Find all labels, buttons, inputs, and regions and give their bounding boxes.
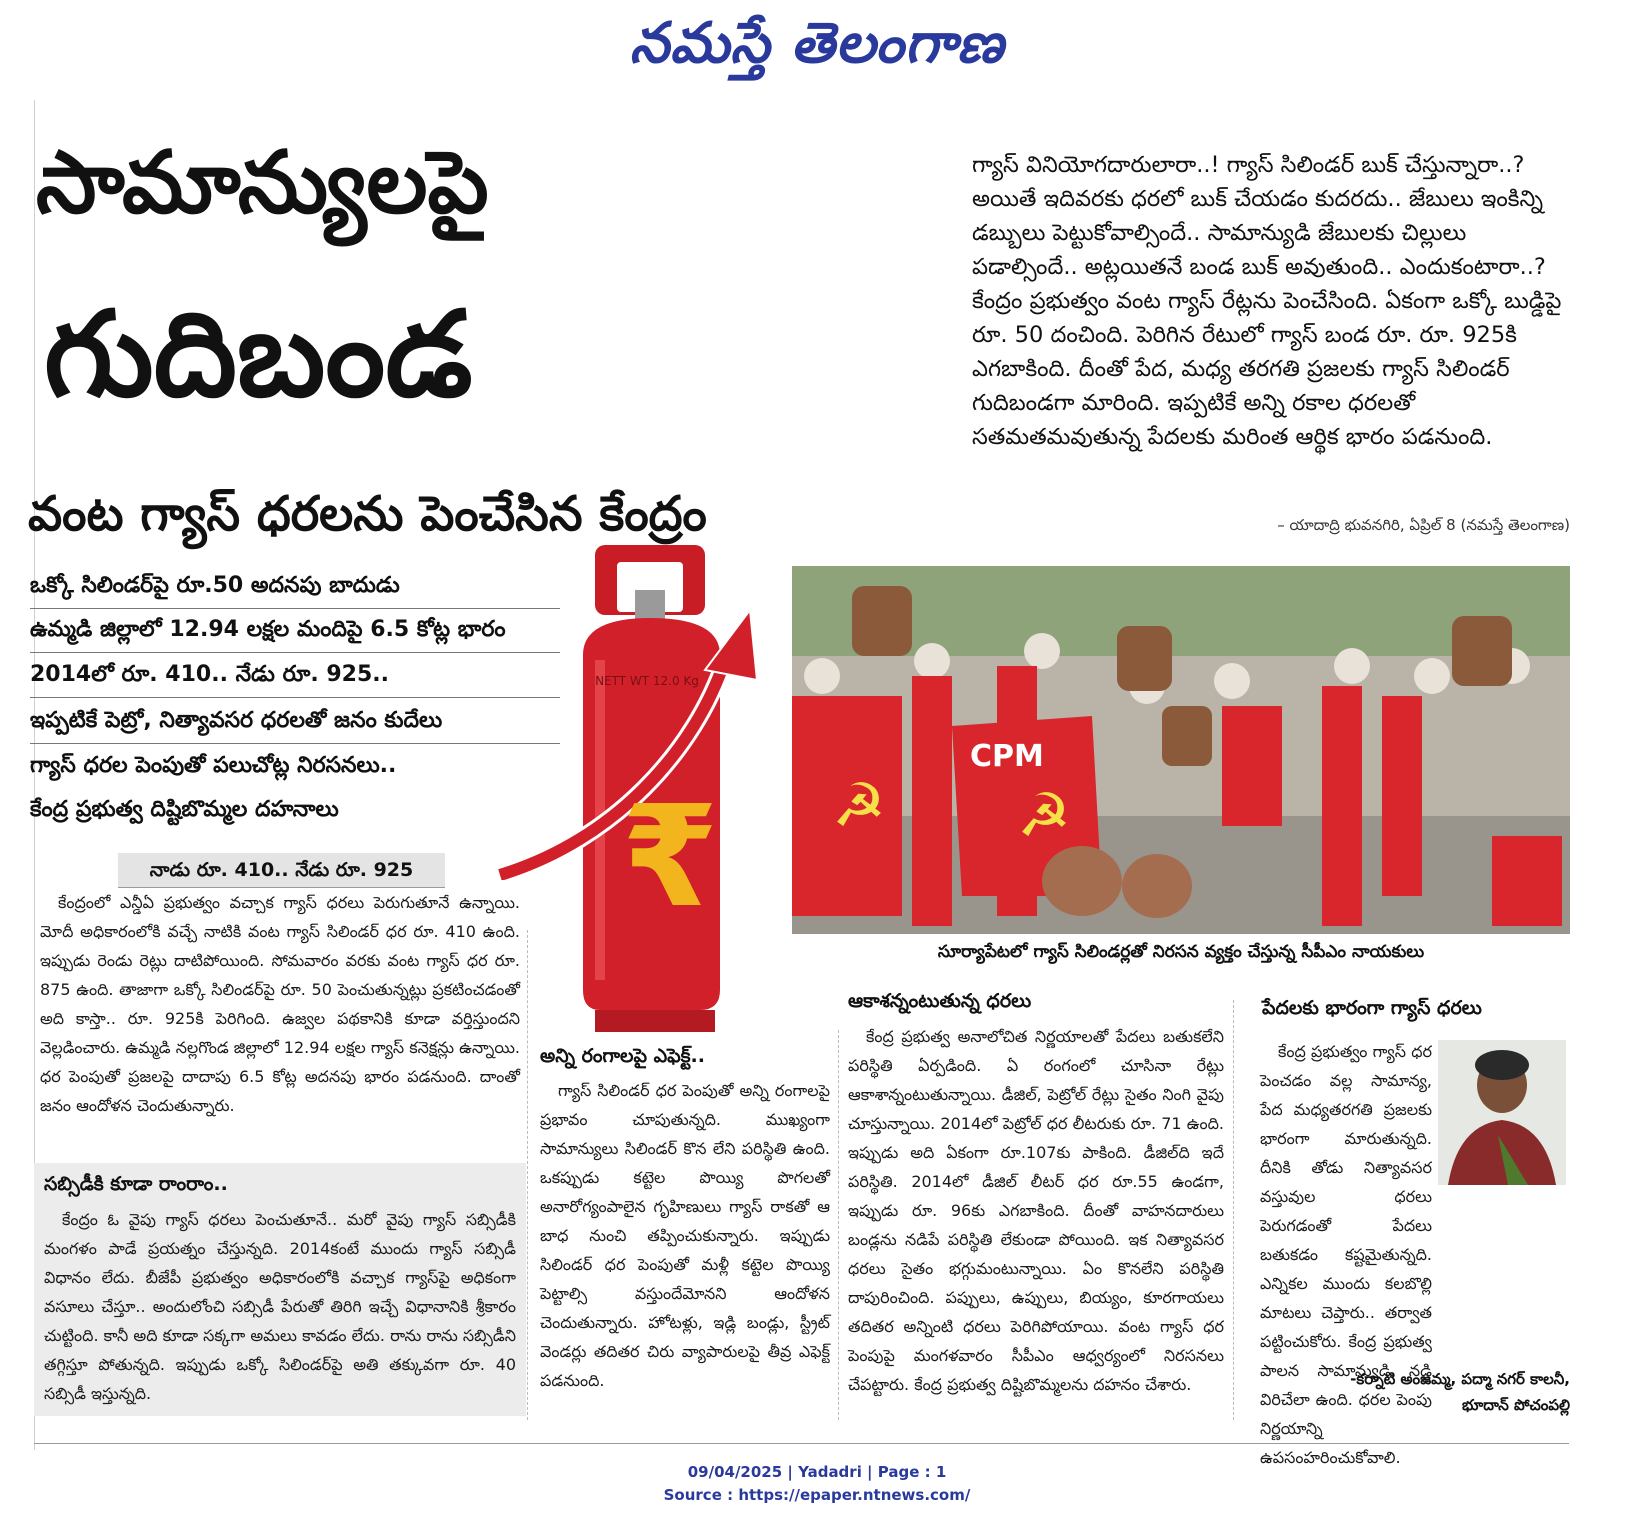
- subsidy-article: [44, 1205, 516, 1408]
- intro-paragraph: [972, 148, 1572, 454]
- prices-text: కేంద్ర ప్రభుత్వ అనాలోచిత నిర్ణయాలతో పేదలు బతుకలేని పరిస్థితి ఏర్పడింది. ఏ రంగంలో చూసినా రేట్లు ఆకాశాన్నంటుతున్నాయి. డీజిల్‌, పెట్రోల్‌ రేట్లు సైతం నింగి వైపు చూస్తున్నాయి. 2014లో పెట్రోల్‌ ధర లీటరుకు రూ. 71 ఉంది. ఇప్పుడు అది ఏకంగా రూ.107కు పాకింది. డీజిల్‌ది ఇదే పరిస్థితి. 2014లో డీజిల్‌ లీటర్‌ ధర రూ.55 ఉండగా, ఇప్పుడు రూ. 96కు ఎగబాకింది. దీంతో వాహనదారులు బండ్లను నడిపే పరిస్థితి లేకుండా పోయింది. ఇక నిత్యావసర ధరలు సైతం భగ్గుమంటున్నాయి. ఏం కొనలేని పరిస్థితి దాపురించింది. పప్పులు, ఉప్పులు, బియ్యం, కూరగాయలు తదితర అన్నింటి ధరలు పెరిగిపోయాయి. వంట గ్యాస్‌ ధర పెంపుపై మంగళవారం సీపీఎం ఆధ్వర్యంలో నిరసనలు చేపట్టారు. కేంద్ర ప్రభుత్వ దిష్టిబొమ్మలను దహనం చేశారు.: [848, 1027, 1224, 1394]
- burden-text: కేంద్ర ప్రభుత్వం గ్యాస్‌ ధర పెంచడం వల్ల సామాన్య, పేద మధ్యతరగతి ప్రజలకు భారంగా మారుతున్నది. దీనికి తోడు నిత్యావసర వస్తువుల ధరలు పెరుగడంతో పేదలు బతుకడం కష్టమైతున్నది. ఎన్నికల ముందు కలబొల్లి మాటలు చెప్తారు.. తర్వాత పట్టించుకోరు. కేంద్ర ప్రభుత్వ పాలన సామాన్యుడి నడ్డి విరిచేలా ఉంది. ధరల పెంపు నిర్ణయాన్ని ఉపసంహరించుకోవాలి.: [1260, 1042, 1432, 1467]
- photo-caption: సూర్యాపేటలో గ్యాస్‌ సిలిండర్లతో నిరసన వ్యక్తం చేస్తున్న సీపీఎం నాయకులు: [937, 942, 1425, 962]
- effect-heading: అన్ని రంగాలపై ఎఫెక్ట్‌..: [540, 1045, 705, 1067]
- rupee-icon: [615, 785, 725, 925]
- column-divider: [838, 1030, 840, 1420]
- footer-date-page: 09/04/2025 | Yadadri | Page : 1: [687, 1463, 947, 1481]
- subhead-4: ఇప్పటికే పెట్రో, నిత్యావసర ధరలతో జనం కుదేలు: [30, 708, 560, 744]
- main-article-text: కేంద్రంలో ఎన్డీఏ ప్రభుత్వం వచ్చాక గ్యాస్‌ ధరలు పెరుగుతూనే ఉన్నాయి. మోదీ అధికారంలోకి వచ్చే నాటికి వంట గ్యాస్‌ సిలిండర్‌ ధర రూ. 410 ఉంది. ఇప్పుడు రెండు రెట్లు దాటిపోయింది. సోమవారం వరకు వంట గ్యాస్‌ ధర రూ. 875 ఉంది. తాజాగా ఒక్కో సిలిండర్‌పై రూ. 50 పెంచుతున్నట్లు ప్రకటించడంతో అది కాస్తా.. రూ. 925కి పెరిగింది. ఉజ్వల పథకానికి కూడా వర్తిస్తుందని వెల్లడించారు. ఉమ్మడి నల్లగొండ జిల్లాలో 12.94 లక్షల గ్యాస్‌ కనెక్షన్లు ఉన్నాయి. ధర పెంపుతో ప్రజలపై దాదాపు 6.5 కోట్ల అదనపు భారం పడనుంది. దాంతో జనం ఆందోళన చెందుతున్నారు.: [40, 893, 520, 1115]
- headline-subtitle: వంట గ్యాస్‌ ధరలను పెంచేసిన కేంద్రం: [28, 486, 707, 542]
- main-article: [40, 888, 520, 1120]
- svg-text:☭: ☭: [1017, 781, 1071, 851]
- effect-text: గ్యాస్‌ సిలిండర్‌ ధర పెంపుతో అన్ని రంగాలపై ప్రభావం చూపుతున్నది. ముఖ్యంగా సామాన్యులు సిలిండర్‌ కొన లేని పరిస్థితి ఉంది. ఒకప్పుడు కట్టెల పొయ్యి పొగలతో అనారోగ్యంపాలైన గృహిణులు గ్యాస్‌ రాకతో ఆ బాధ నుంచి తప్పించుకున్నారు. ఇప్పుడు సిలిండర్‌ ధర పెంపుతో మళ్లీ కట్టెల పొయ్యి పెట్టాల్సి వస్తుందేమోనని ఆందోళన చెందుతున్నారు. హోటళ్లు, ఇడ్లి బండ్లు, స్ట్రీట్‌ వెండర్లు తదితర చిరు వ్యాపారులపై తీవ్ర ఎఫెక్ట్‌ పడనుంది.: [540, 1081, 830, 1390]
- cpm-flag-text: CPM: [970, 739, 1044, 774]
- subhead-6: కేంద్ర ప్రభుత్వ దిష్టిబొమ్మల దహనాలు: [30, 797, 339, 822]
- subhead-1: ఒక్కో సిలిండర్‌పై రూ.50 అదనపు బాదుడు: [30, 573, 560, 609]
- headline-line2: గుదిబండ: [44, 285, 473, 423]
- tagline-text: నాడు రూ. 410.. నేడు రూ. 925: [149, 859, 414, 881]
- masthead-logo: నమస్తే తెలంగాణ: [629, 10, 1005, 76]
- cylinder-label: NETT WT 12.0 Kg: [595, 674, 699, 688]
- effect-article: [540, 1076, 830, 1395]
- svg-text:☭: ☭: [832, 771, 886, 841]
- column-divider: [527, 930, 529, 1420]
- person-portrait: [1438, 1040, 1566, 1185]
- footer-source: Source : https://epaper.ntnews.com/: [663, 1486, 971, 1504]
- subsidy-heading: సబ్సిడీకి కూడా రాంరాం..: [44, 1173, 228, 1195]
- burden-credit-2: భూదాన్‌ పోచంపల్లి: [1461, 1396, 1570, 1414]
- protest-photo: [792, 566, 1570, 934]
- burden-heading: పేదలకు భారంగా గ్యాస్‌ ధరలు: [1262, 997, 1482, 1019]
- subhead-3: 2014లో రూ. 410.. నేడు రూ. 925..: [30, 662, 560, 698]
- svg-text:₹: ₹: [621, 785, 719, 925]
- bottom-divider: [34, 1443, 1569, 1444]
- cylinder-base: [595, 1010, 715, 1032]
- dateline: – యాదాద్రి భువనగిరి, ఏప్రిల్‌ 8 (నమస్తే తెలంగాణ): [1277, 516, 1570, 534]
- prices-article: [848, 1022, 1224, 1399]
- headline-line1: సామాన్యులపై: [36, 133, 489, 233]
- subhead-2: ఉమ్మడి జిల్లాలో 12.94 లక్షల మందిపై 6.5 కోట్ల భారం: [30, 617, 560, 653]
- subsidy-text: కేంద్రం ఓ వైపు గ్యాస్‌ ధరలు పెంచుతూనే.. మరో వైపు గ్యాస్‌ సబ్సిడీకి మంగళం పాడే ప్రయత్నం చేస్తున్నది. 2014కంటే ముందు గ్యాస్‌ సబ్సిడీ విధానం లేదు. బీజేపీ ప్రభుత్వం అధికారంలోకి వచ్చాక గ్యాస్‌పై అధికంగా వసూలు చేస్తూ.. అందులోంచి సబ్సిడీ పేరుతో తిరిగి ఇచ్చే విధానానికి శ్రీకారం చుట్టింది. కానీ అది కూడా సక్కగా అమలు కావడం లేదు. రాను రాను సబ్సిడీని తగ్గిస్తూ పోతున్నది. ఇప్పుడు ఒక్కో సిలిండర్‌పై అతి తక్కువగా రూ. 40 సబ్సిడీ ఇస్తున్నది.: [44, 1210, 516, 1403]
- prices-heading: ఆకాశన్నంటుతున్న ధరలు: [848, 990, 1032, 1012]
- column-divider: [1233, 1000, 1235, 1420]
- burden-credit-1: -కర్నాటి అంజమ్మ, పద్మా నగర్‌ కాలనీ,: [1350, 1370, 1570, 1388]
- intro-text: గ్యాస్‌ వినియోగదారులారా..! గ్యాస్‌ సిలిండర్‌ బుక్‌ చేస్తున్నారా..? అయితే ఇదివరకు ధరలో బుక్‌ చేయడం కుదరదు.. జేబులు ఇంకిన్ని డబ్బులు పెట్టుకోవాల్సిందే.. సామాన్యుడి జేబులకు చిల్లులు పడాల్సిందే.. అట్లయితనే బండ బుక్‌ అవుతుంది.. ఎందుకంటారా..? కేంద్రం ప్రభుత్వం వంట గ్యాస్‌ రేట్లను పెంచేసింది. ఏకంగా ఒక్కో బుడ్డిపై రూ. 50 దంచింది. పెరిగిన రేటులో గ్యాస్‌ బండ రూ. రూ. 925కి ఎగబాకింది. దీంతో పేద, మధ్య తరగతి ప్రజలకు గ్యాస్‌ సిలిండర్‌ గుదిబండగా మారింది. ఇప్పటికే అన్ని రకాల ధరలతో సతమతమవుతున్న పేదలకు మరింత ఆర్థిక భారం పడనుంది.: [972, 152, 1562, 450]
- subhead-5: గ్యాస్‌ ధరల పెంపుతో పలుచోట్ల నిరసనలు..: [30, 753, 397, 778]
